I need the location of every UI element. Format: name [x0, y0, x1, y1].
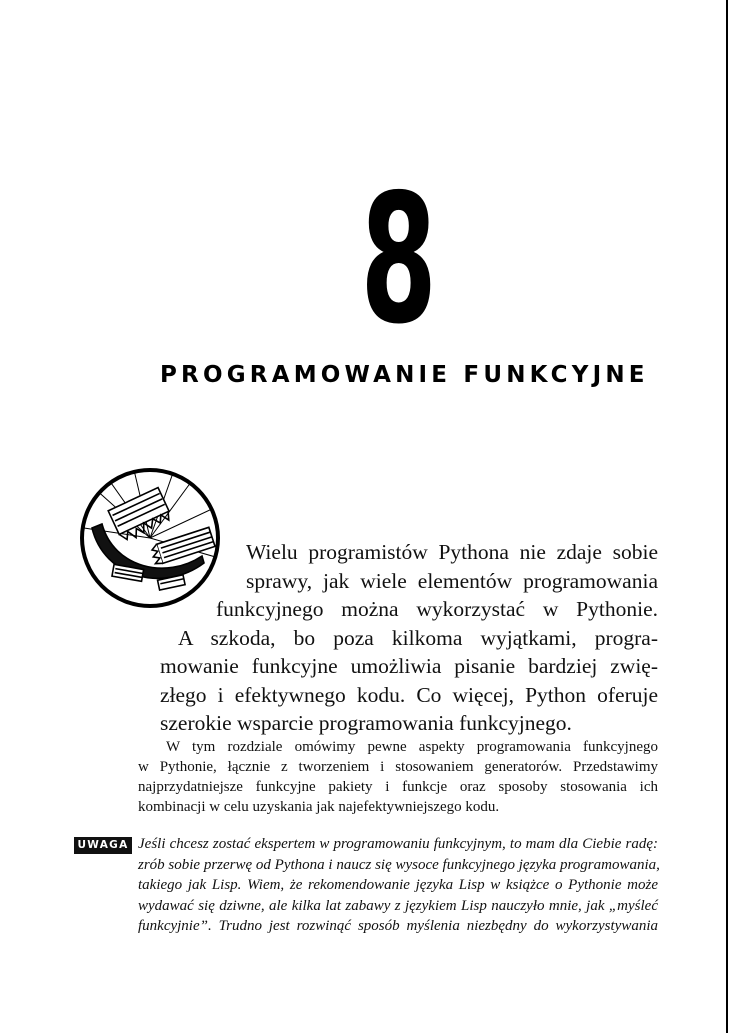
- body-line: W tym rozdziale omówimy pewne aspekty programowania funkcyjnego: [166, 739, 658, 755]
- note-line: zrób sobie przerwę od Pythona i naucz się wysoce funkcyjnego języka programowania,: [138, 856, 660, 873]
- body-line: w Pythonie, łącznie z tworzeniem i stosowaniem generatorów. Przedstawimy: [138, 759, 658, 775]
- lead-line: mowanie funkcyjne umożliwia pisanie bardziej zwię-: [160, 654, 658, 678]
- note-line: wydawać się dziwne, ale kilka lat zabawy z językiem Lisp nauczyło mnie, jak „myśleć: [138, 897, 658, 914]
- note-line: Jeśli chcesz zostać ekspertem w programowaniu funkcyjnym, to mam dla Ciebie radę:: [138, 836, 658, 852]
- body-line: najprzydatniejsze funkcyjne pakiety i funkcje oraz sposoby stosowania ich: [138, 779, 658, 795]
- note-text: [138, 834, 658, 937]
- body-paragraph: [138, 737, 658, 817]
- lead-line: Wielu programistów Pythona nie zdaje sobie: [246, 540, 658, 564]
- lead-line: sprawy, jak wiele elementów programowania: [246, 568, 658, 593]
- chapter-title: PROGRAMOWANIE FUNKCYJNE: [160, 362, 649, 388]
- lead-line: złego i efektywnego kodu. Co więcej, Python oferuje: [160, 682, 658, 707]
- chapter-number: 8: [360, 156, 438, 363]
- lead-line: A szkoda, bo poza kilkoma wyjątkami, progra-: [178, 625, 658, 650]
- lead-line: szerokie wsparcie programowania funkcyjnego.: [160, 711, 572, 735]
- note-line: funkcyjnie”. Trudno jest rozwinąć sposób myślenia niezbędny do wykorzystywania: [138, 918, 658, 935]
- body-line: kombinacji w celu uzyskania jak najefektywniejszego kodu.: [138, 799, 500, 815]
- note-line: takiego jak Lisp. Wiem, że rekomendowanie języka Lisp w książce o Pythonie może: [138, 877, 658, 894]
- page-edge: [726, 0, 728, 1033]
- lead-paragraph: [160, 538, 658, 738]
- lead-line: funkcyjnego można wykorzystać w Pythonie.: [216, 597, 658, 621]
- note-badge: UWAGA: [74, 837, 132, 854]
